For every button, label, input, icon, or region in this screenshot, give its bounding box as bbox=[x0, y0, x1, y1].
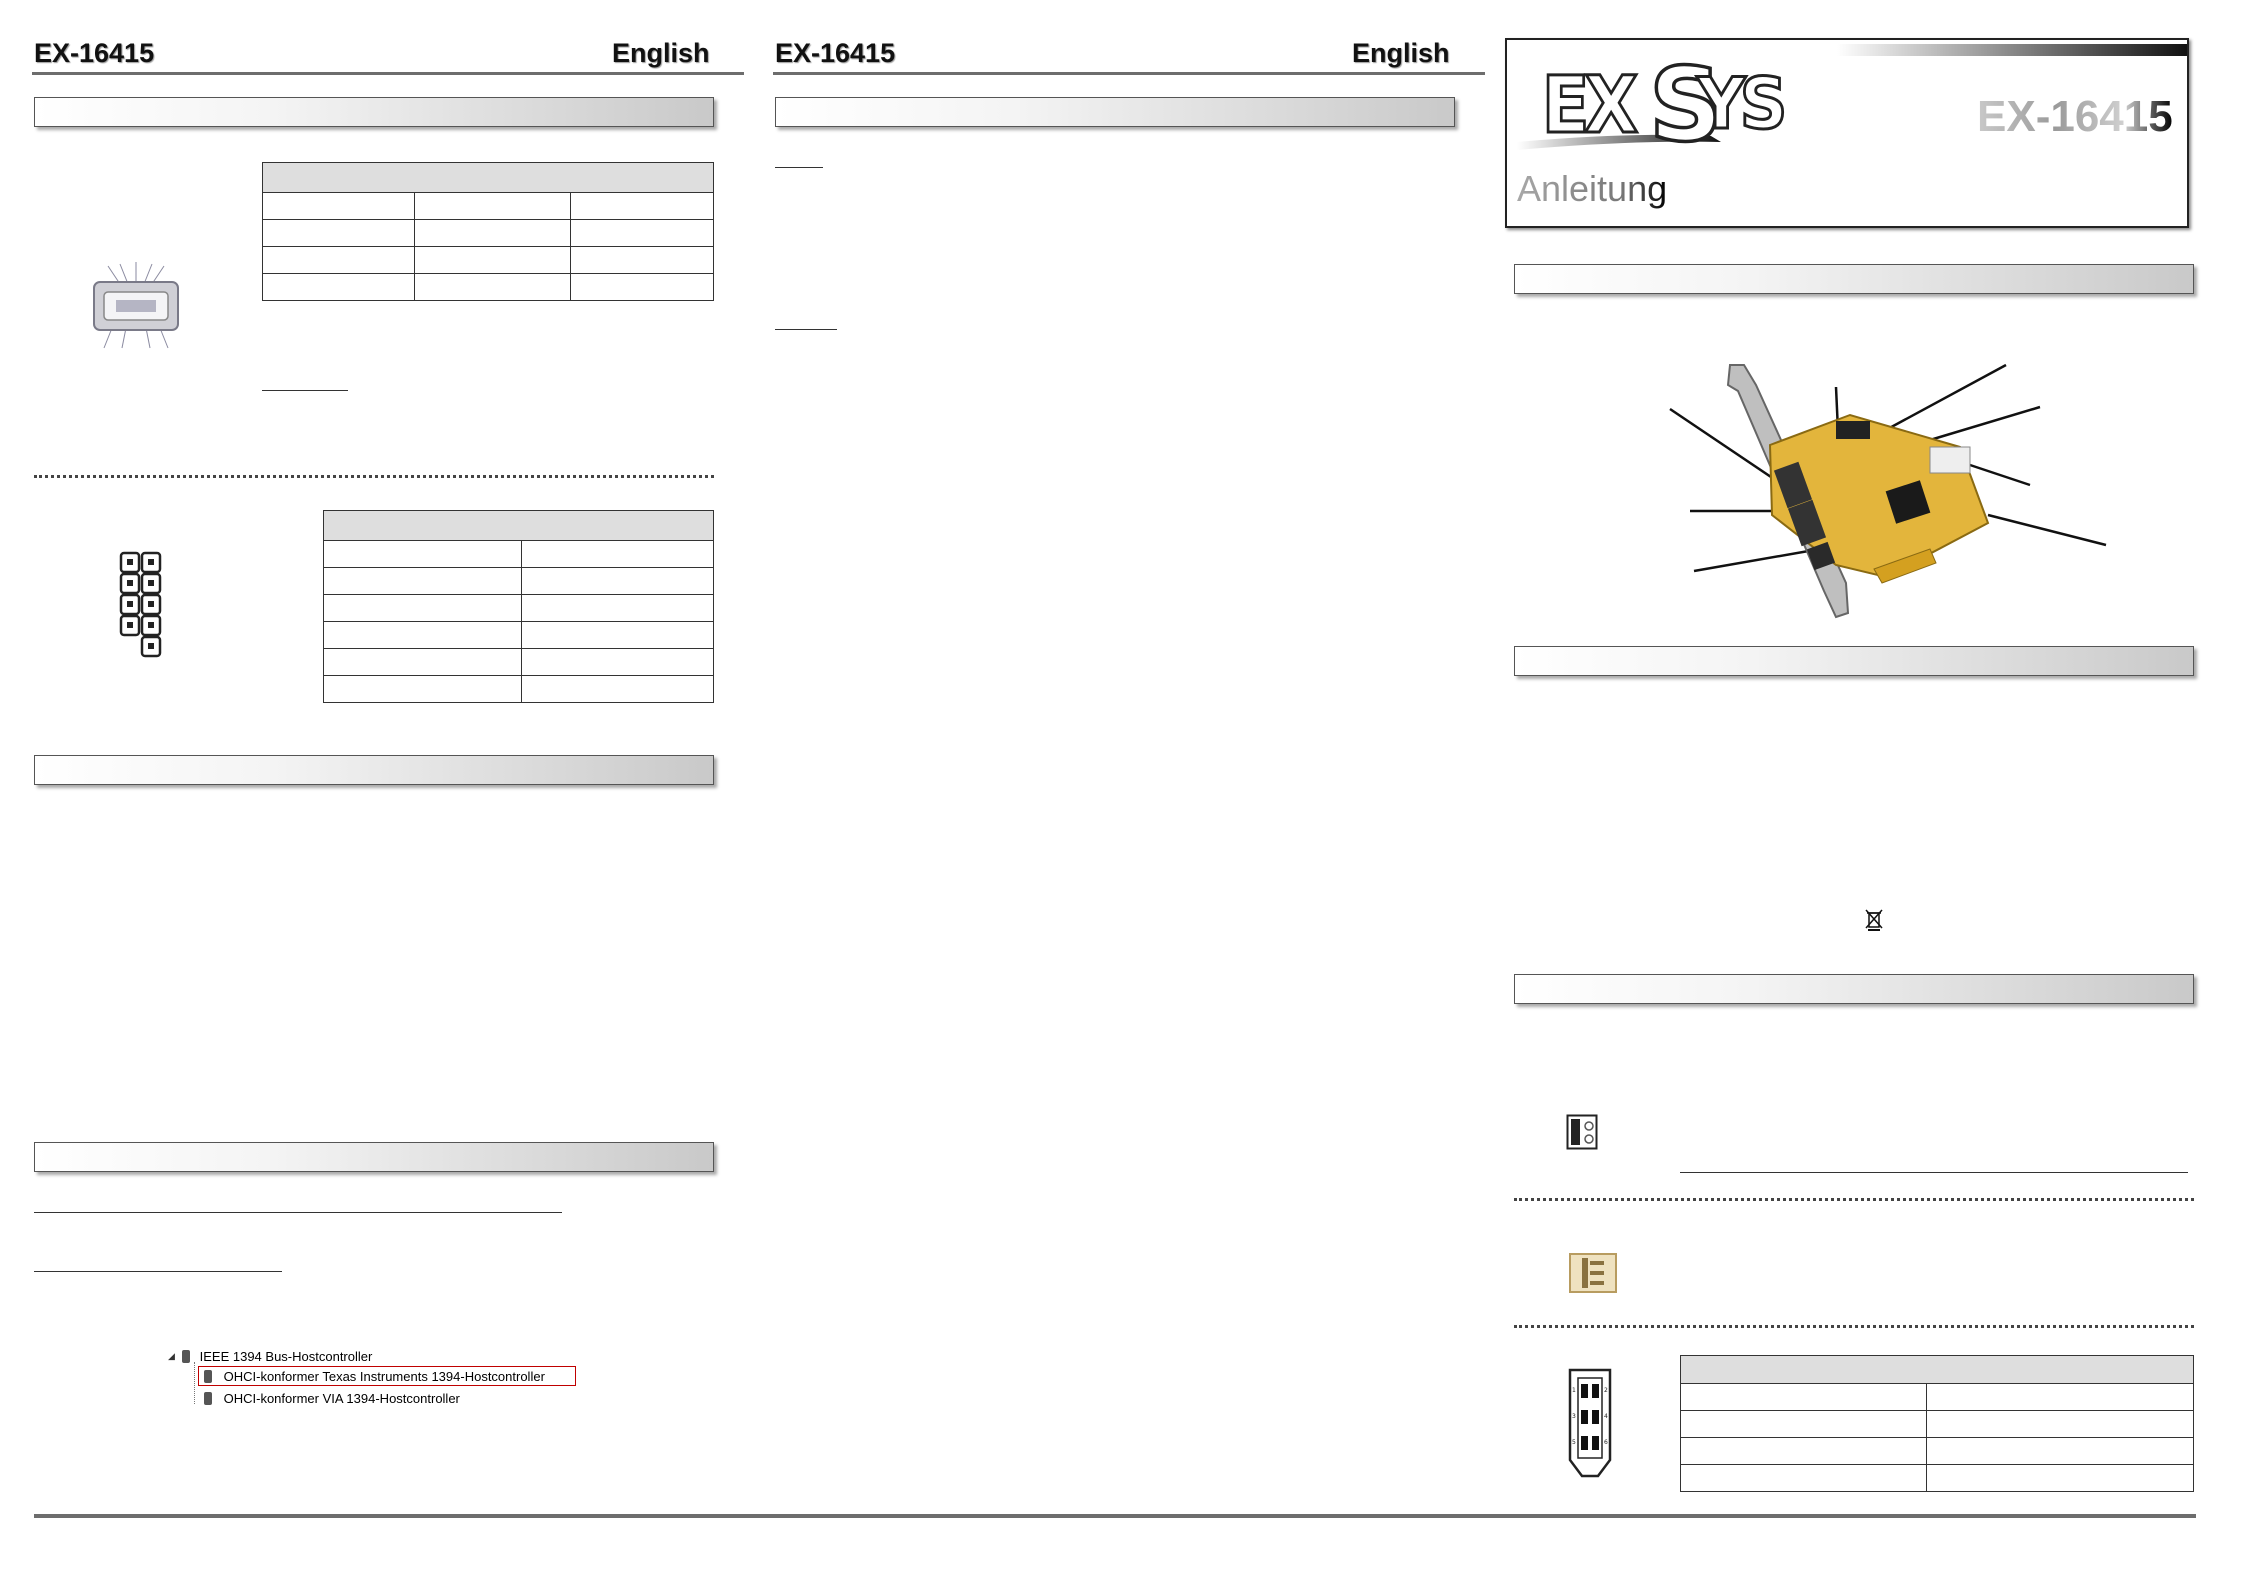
cover-model-number: EX-16415 bbox=[1977, 92, 2173, 141]
cover-subtitle: Anleitung bbox=[1517, 168, 1668, 209]
pin-header-6-icon bbox=[1568, 1368, 1612, 1478]
tree-node-label: OHCI-konformer Texas Instruments 1394-Hostcontroller bbox=[223, 1369, 545, 1385]
svg-text:4: 4 bbox=[1604, 1413, 1608, 1420]
svg-text:S: S bbox=[1649, 46, 1723, 158]
tree-node-child bbox=[204, 1368, 545, 1384]
svg-text:3: 3 bbox=[1572, 1413, 1576, 1420]
left-underline-3 bbox=[34, 1271, 282, 1272]
tree-node-child bbox=[204, 1390, 460, 1406]
right-dotted-divider-2 bbox=[1514, 1325, 2194, 1328]
cover-title-box bbox=[1505, 38, 2189, 228]
middle-page-model: EX-16415 bbox=[775, 38, 896, 68]
tree-connector-line bbox=[194, 1362, 195, 1404]
left-section-bar-1 bbox=[34, 97, 714, 127]
left-page-language: English bbox=[612, 38, 710, 68]
middle-underline-2 bbox=[775, 329, 837, 330]
jumper-icon bbox=[1566, 1114, 1598, 1150]
svg-text:EX: EX bbox=[1541, 60, 1633, 151]
svg-text:YS: YS bbox=[1697, 64, 1782, 146]
tree-expand-icon: ◢ bbox=[168, 1351, 175, 1361]
svg-text:6: 6 bbox=[1604, 1439, 1608, 1446]
left-section-bar-2 bbox=[34, 755, 714, 785]
right-underline-1 bbox=[1680, 1172, 2188, 1173]
left-underline-2 bbox=[34, 1212, 562, 1213]
firewire-port-icon bbox=[90, 262, 182, 350]
left-section-bar-3 bbox=[34, 1142, 714, 1172]
pin-header-10-icon bbox=[118, 550, 166, 662]
firewire-device-icon bbox=[204, 1392, 212, 1405]
left-page-model: EX-16415 bbox=[34, 38, 155, 68]
weee-bin-icon bbox=[1864, 908, 1884, 932]
middle-section-bar-1 bbox=[775, 97, 1455, 127]
svg-text:1: 1 bbox=[1572, 1387, 1576, 1394]
middle-page-language: English bbox=[1352, 38, 1450, 68]
device-manager-tree bbox=[166, 1348, 586, 1410]
svg-text:5: 5 bbox=[1572, 1439, 1576, 1446]
left-header-rule bbox=[32, 72, 744, 75]
right-dotted-divider-1 bbox=[1514, 1198, 2194, 1201]
internal-header-table bbox=[1680, 1355, 2194, 1492]
middle-header-rule bbox=[773, 72, 1485, 75]
bottom-rule bbox=[34, 1514, 2196, 1518]
floppy-power-connector-icon bbox=[1568, 1252, 1618, 1294]
tree-node-label: IEEE 1394 Bus-Hostcontroller bbox=[199, 1349, 373, 1365]
tree-node-label: OHCI-konformer VIA 1394-Hostcontroller bbox=[223, 1391, 460, 1407]
right-section-bar-1 bbox=[1514, 264, 2194, 294]
exsys-logo bbox=[1511, 46, 1801, 158]
left-underline-1 bbox=[262, 390, 348, 391]
tree-node-root bbox=[182, 1348, 372, 1364]
firewire-device-icon bbox=[204, 1370, 212, 1383]
right-section-bar-2 bbox=[1514, 646, 2194, 676]
pin-header-table bbox=[323, 510, 714, 703]
firewire-pin-table bbox=[262, 162, 714, 301]
pci-card-photo bbox=[1660, 355, 2122, 630]
firewire-device-icon bbox=[182, 1350, 190, 1363]
cover-top-gradient-bar bbox=[1837, 44, 2187, 56]
right-section-bar-3 bbox=[1514, 974, 2194, 1004]
middle-underline-1 bbox=[775, 167, 823, 168]
svg-text:2: 2 bbox=[1604, 1387, 1608, 1394]
left-dotted-divider-1 bbox=[34, 475, 714, 478]
